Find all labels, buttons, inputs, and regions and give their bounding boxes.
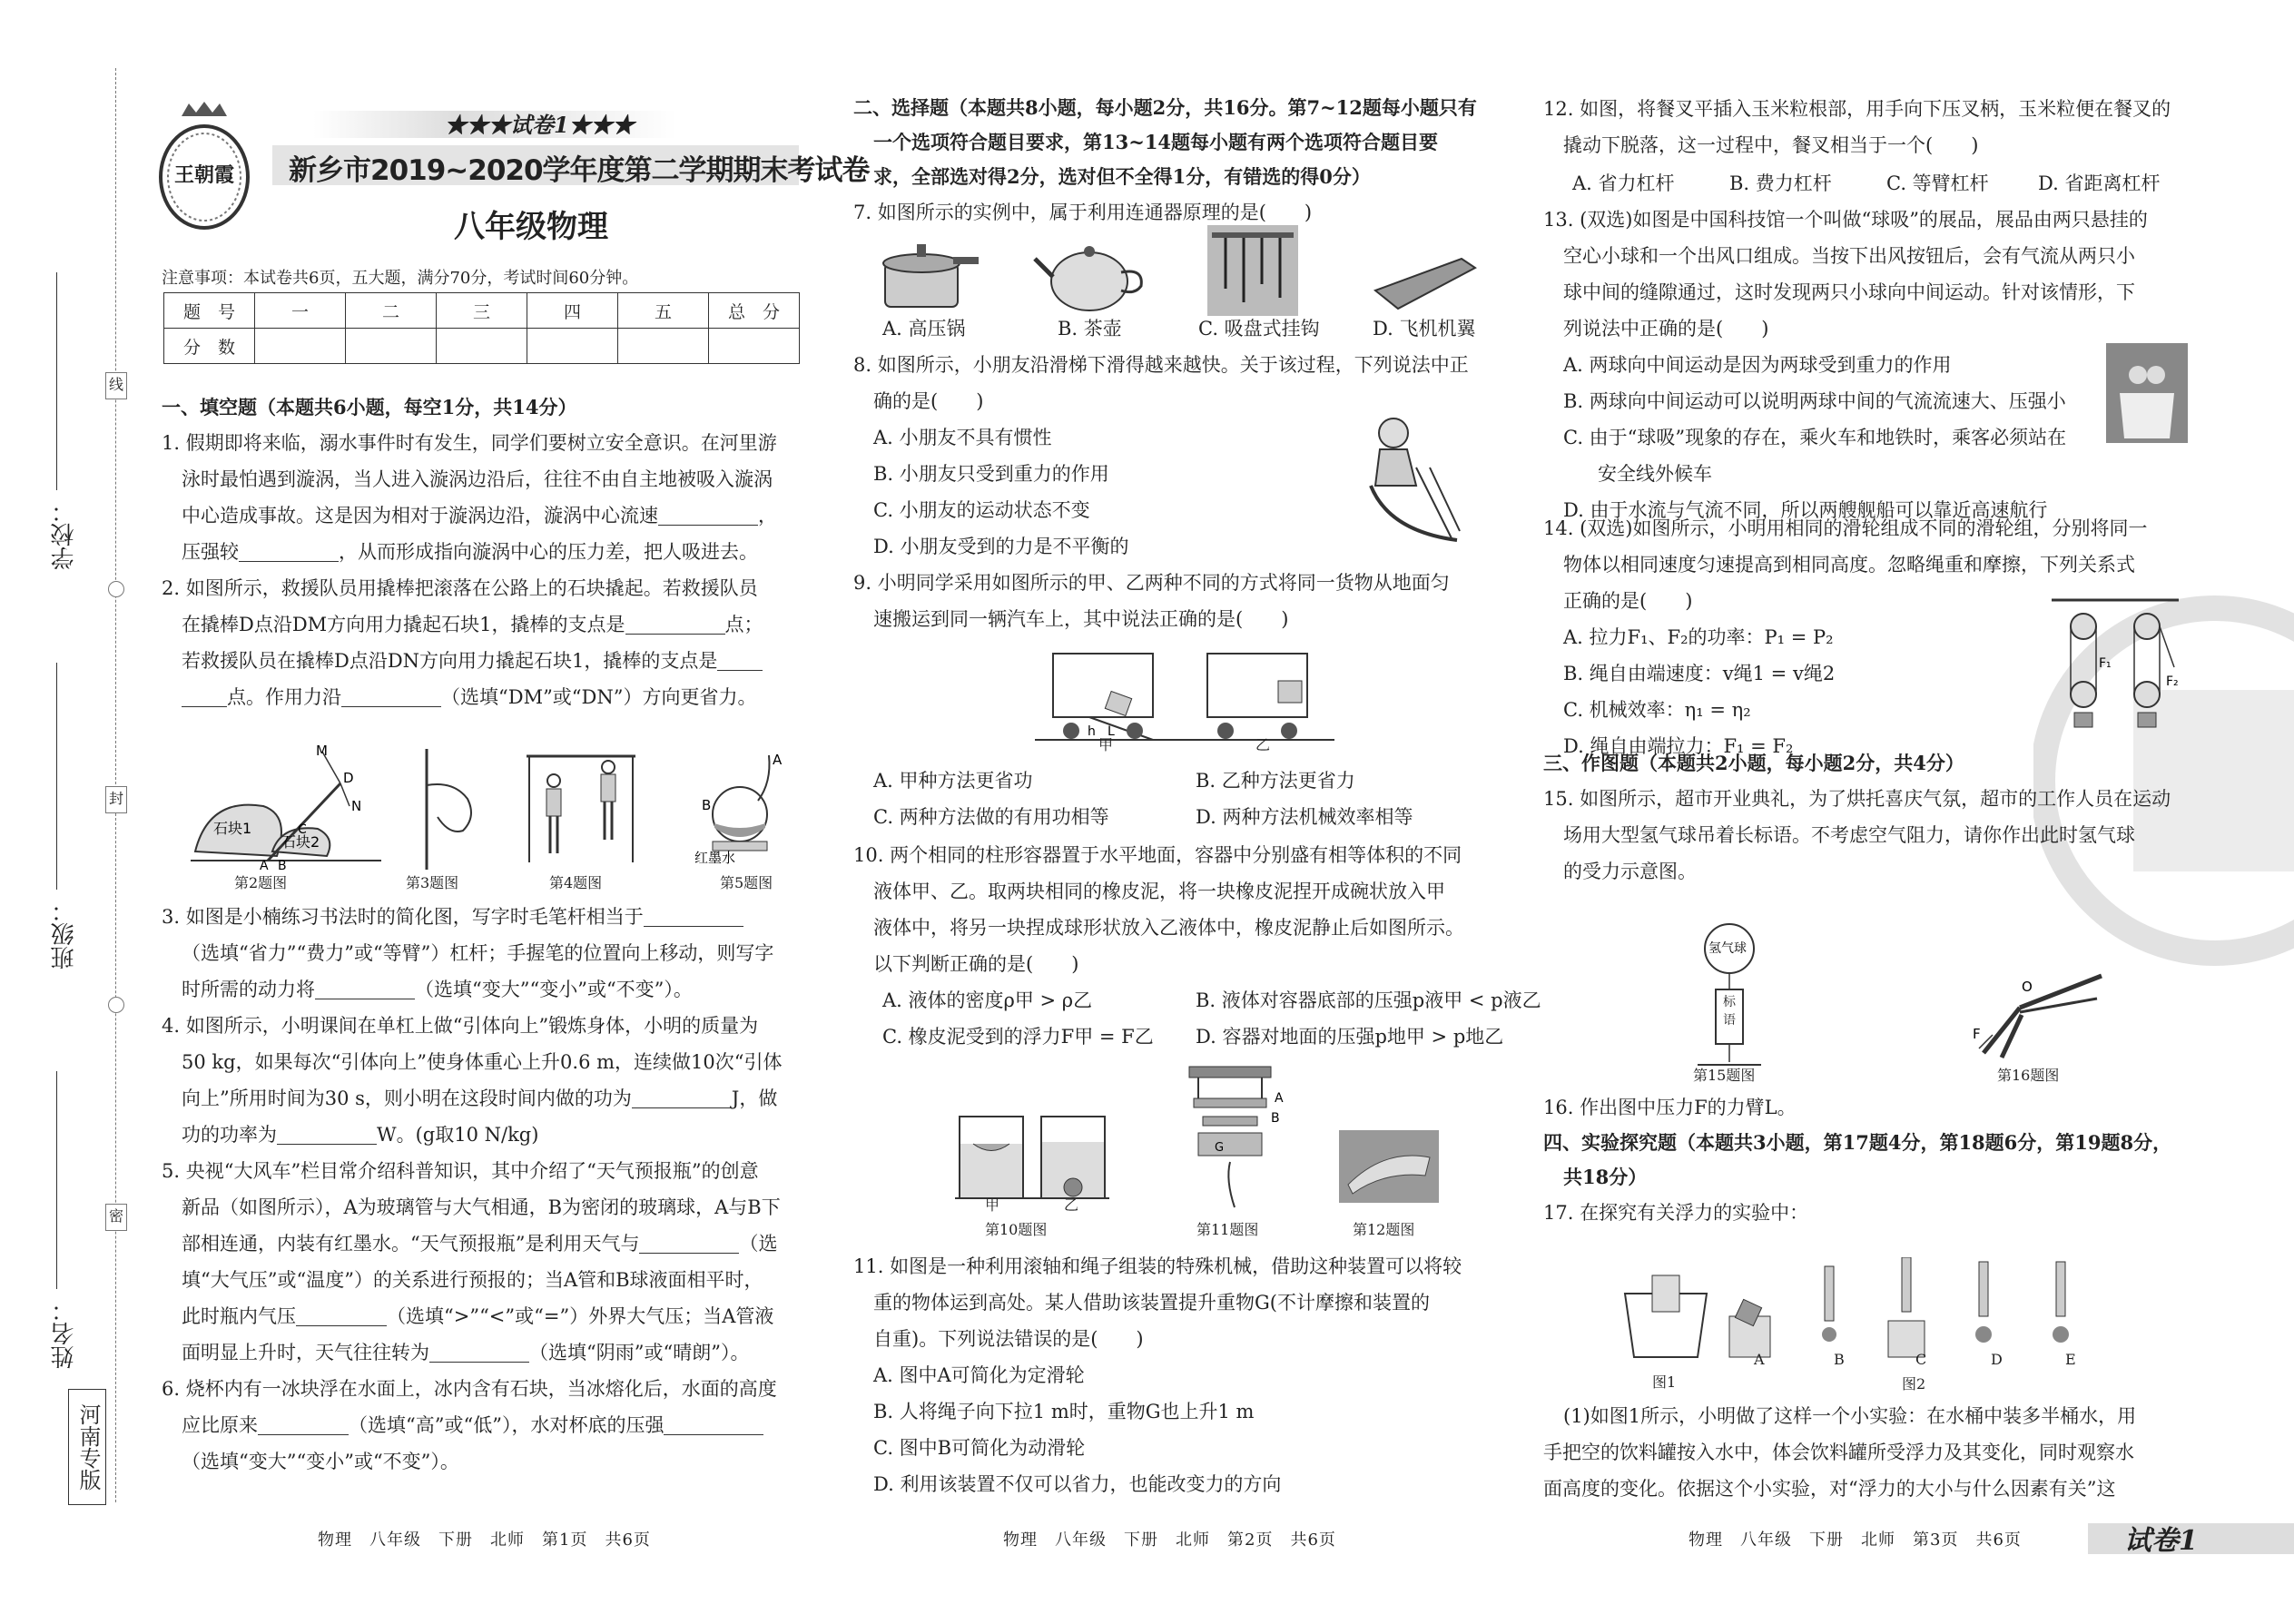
fig17-label: E <box>2065 1351 2076 1368</box>
question-10: 10. 两个相同的柱形容器置于水平地面，容器中分别盛有相等体积的不同 <box>853 844 1462 866</box>
page3-q17-part1 <box>1543 1398 2242 1507</box>
fig2-label: 石块2 <box>281 833 320 851</box>
q4-line: J，做 <box>731 1088 778 1109</box>
q9-option-b[interactable]: B. 乙种方法更省力 <box>1196 770 1355 792</box>
page2-q11 <box>853 1248 1507 1502</box>
q2-line: 若救援队员在撬棒D点沿DN方向用力撬起石块1，撬棒的支点是 <box>182 650 718 672</box>
binding-mark-secret: 密 <box>105 1204 127 1231</box>
score-cell: 四 <box>527 293 618 329</box>
section-2-title: 二、选择题（本题共8小题，每小题2分，共16分。第7~12题每小题只有 <box>853 96 1477 119</box>
fig3-caption: 第3题图 <box>406 874 459 891</box>
binding-hole <box>108 997 124 1013</box>
score-cell: 分 数 <box>164 329 255 364</box>
fig11-caption: 第11题图 <box>1196 1221 1259 1238</box>
teapot-icon <box>1030 231 1148 318</box>
page2-column <box>853 91 1507 231</box>
page3-column <box>1543 91 2242 163</box>
question-13: 列说法中正确的是( ) <box>1563 318 1769 340</box>
page2-q9 <box>853 565 1507 637</box>
q6-line: 6. 烧杯内有一冰块浮在水面上，冰内含有石块，当冰熔化后，水面的高度 <box>162 1378 777 1400</box>
score-cell: 二 <box>346 293 437 329</box>
score-cell: 总 分 <box>709 293 800 329</box>
q9-fig-label: h <box>1088 724 1096 739</box>
fig10-label-b: 乙 <box>1064 1196 1079 1214</box>
score-input-cell[interactable] <box>346 329 437 364</box>
fig17-label: C <box>1915 1351 1927 1368</box>
fig11-label: G <box>1215 1141 1225 1155</box>
q10-option-b[interactable]: B. 液体对容器底部的压强p液甲 < p液乙 <box>1196 989 1541 1011</box>
q9-truck-figure <box>1035 645 1334 749</box>
name-label: 姓名： <box>51 1298 78 1369</box>
fig5-caption: 第5题图 <box>720 874 773 891</box>
q10-option-c[interactable]: C. 橡皮泥受到的浮力F甲 = F乙 <box>882 1026 1154 1048</box>
question-14: 正确的是( ) <box>1563 590 1693 612</box>
question-11: 重的物体运到高处。某人借助该装置提升重物G(不计摩擦和装置的 <box>873 1292 1430 1314</box>
q12-option-d[interactable]: D. 省距离杠杆 <box>2038 172 2161 194</box>
question-15: 的受力示意图。 <box>1563 861 1697 882</box>
q2-blank-1[interactable] <box>625 612 725 635</box>
edition-badge: 河南专版 <box>68 1389 106 1505</box>
q9-option-d[interactable]: D. 两种方法机械效率相等 <box>1196 806 1413 828</box>
question-3 <box>162 899 820 1008</box>
q4-line: 4. 如图所示，小明课间在单杠上做“引体向上”锻炼身体，小明的质量为 <box>162 1015 759 1037</box>
score-input-cell[interactable] <box>437 329 527 364</box>
fig4-caption: 第4题图 <box>549 874 603 891</box>
question-14: 物体以相同速度匀速提高到相同高度。忽略绳重和摩擦，下列关系式 <box>1563 554 2135 576</box>
q13-option-b[interactable]: B. 两球向中间运动可以说明两球中间的气流流速大、压强小 <box>1563 390 2066 412</box>
section-1-title: 一、填空题（本题共6小题，每空1分，共14分） <box>162 396 577 418</box>
fig15-banner-label: 标语 <box>1723 995 1736 1028</box>
q12-option-a[interactable]: A. 省力杠杆 <box>1572 172 1675 194</box>
page3-lower <box>1543 1089 2242 1231</box>
page2-q10 <box>853 837 1507 982</box>
q5-line: 面明显上升时，天气往往转为 <box>182 1342 429 1363</box>
fig12-caption: 第12题图 <box>1353 1221 1415 1238</box>
q5-line: 此时瓶内气压 <box>182 1305 296 1327</box>
q10-option-d[interactable]: D. 容器对地面的压强p地甲 > p地乙 <box>1196 1026 1504 1048</box>
score-input-cell[interactable] <box>709 329 800 364</box>
q5-blank-2[interactable] <box>296 1304 387 1326</box>
q1-line: 中心造成事故。这是因为相对于漩涡边沿，漩涡中心流速 <box>182 505 658 527</box>
q1-line: 1. 假期即将来临，溺水事件时有发生，同学们要树立安全意识。在河里游 <box>162 432 777 454</box>
question-10: 液体中，将另一块捏成球形状放入乙液体中，橡皮泥静止后如图所示。 <box>873 917 1464 939</box>
q14-option-c[interactable]: C. 机械效率：η₁ = η₂ <box>1563 699 1751 721</box>
q12-option-c[interactable]: C. 等臂杠杆 <box>1886 172 1989 194</box>
q2-blank-3[interactable] <box>341 684 441 707</box>
fig2-label: B <box>278 859 287 870</box>
question-7: 7. 如图所示的实例中，属于利用连通器原理的是( ) <box>853 202 1313 223</box>
question-15: 15. 如图所示，超市开业典礼，为了烘托喜庆气氛，超市的工作人员在运动 <box>1543 788 2171 810</box>
fig17-label: 图1 <box>1652 1373 1677 1391</box>
q1-line: ，从而形成指向漩涡中心的压力差，把人吸进去。 <box>339 541 758 563</box>
q1-blank-1[interactable] <box>658 503 758 526</box>
q17-part1-line: (1)如图1所示，小明做了这样一个小实验：在水桶中装多半桶水，用 <box>1563 1405 2137 1427</box>
score-value-row <box>164 329 800 364</box>
page1-column <box>162 390 820 715</box>
paper-tag: 试卷1 <box>2124 1525 2198 1557</box>
q1-line: 压强较 <box>182 541 239 563</box>
q4-blank-1[interactable] <box>632 1086 732 1108</box>
pressure-cooker-icon <box>871 231 980 313</box>
q14-fig-label: F₂ <box>2166 674 2179 689</box>
fig2-label: A <box>260 859 269 870</box>
q6-line: （选填“变大”“变小”或“不变”）。 <box>182 1451 459 1472</box>
q10-option-a[interactable]: A. 液体的密度ρ甲 > ρ乙 <box>882 989 1093 1011</box>
q6-blank-1[interactable] <box>258 1412 349 1435</box>
question-5 <box>162 1153 820 1371</box>
score-input-cell[interactable] <box>527 329 618 364</box>
section-3-title: 三、作图题（本题共2小题，每小题2分，共4分） <box>1543 752 1964 774</box>
q3-line: （选填“省力”“费力”或“等臂”）杠杆；手握笔的位置向上移动，则写字 <box>182 942 774 964</box>
page2-footer: 物理 八年级 下册 北师 第2页 共6页 <box>1003 1530 1336 1550</box>
binding-mark-line: 线 <box>105 372 127 399</box>
q8-option-d[interactable]: D. 小朋友受到的力是不平衡的 <box>873 536 1129 557</box>
q2-line: （选填“DM”或“DN”）方向更省力。 <box>441 686 757 708</box>
q8-option-c[interactable]: C. 小朋友的运动状态不变 <box>873 499 1090 521</box>
q7-option-a[interactable]: A. 高压锅 <box>882 318 966 340</box>
score-cell: 五 <box>618 293 709 329</box>
q2-blank-2b[interactable] <box>182 684 227 707</box>
q5-line: 5. 央视“大风车”栏目常介绍科普知识，其中介绍了“天气预报瓶”的创意 <box>162 1160 759 1182</box>
q6-blank-2[interactable] <box>664 1412 763 1435</box>
question-14: 14. (双选)如图所示，小明用相同的滑轮组成不同的滑轮组，分别将同一 <box>1543 517 2148 539</box>
q11-option-d[interactable]: D. 利用该装置不仅可以省力，也能改变力的方向 <box>873 1473 1282 1495</box>
q11-option-b[interactable]: B. 人将绳子向下拉1 m时，重物G也上升1 m <box>873 1401 1255 1422</box>
fig10-containers <box>955 1107 1109 1207</box>
score-input-cell[interactable] <box>255 329 346 364</box>
question-12: 撬动下脱落，这一过程中，餐叉相当于一个( ) <box>1563 134 1979 156</box>
q13-option-d[interactable]: D. 由于水流与气流不同，所以两艘舰船可以靠近高速航行 <box>1563 499 2048 521</box>
q2-blank-2[interactable] <box>717 648 763 671</box>
school-label: 学校： <box>51 499 78 570</box>
fig17-label: A <box>1754 1351 1765 1368</box>
fig11-label: B <box>1271 1111 1280 1126</box>
section-4-title: 共18分） <box>1563 1166 1648 1188</box>
pulley-systems-figure <box>2052 595 2183 749</box>
fig11-roller-device <box>1180 1062 1289 1212</box>
question-15: 场用大型氢气球吊着长标语。不考虑空气阻力，请你作出此时氢气球 <box>1563 824 2135 846</box>
q3-line: 3. 如图是小楠练习书法时的简化图，写字时毛笔杆相当于 <box>162 906 644 928</box>
binding-mark-seal: 封 <box>105 786 127 813</box>
q2-line: 点； <box>724 614 763 635</box>
q4-line: 向上”所用时间为30 s，则小明在这段时间内做的功为 <box>182 1088 632 1109</box>
q3-line: 时所需的动力将 <box>182 979 315 1000</box>
q3-blank-2[interactable] <box>315 977 415 999</box>
fig10-label-a: 甲 <box>985 1196 1000 1214</box>
q9-option-a[interactable]: A. 甲种方法更省功 <box>873 770 1033 792</box>
page1-footer: 物理 八年级 下册 北师 第1页 共6页 <box>318 1530 651 1550</box>
fig15-label: 氢气球 <box>1708 941 1747 956</box>
fig5-label: B <box>702 797 712 813</box>
q3-line: （选填“变大”“变小”或“不变”）。 <box>415 979 693 1000</box>
section-4-title: 四、实验探究题（本题共3小题，第17题4分，第18题6分，第19题8分， <box>1543 1131 2172 1154</box>
fig5-label: 红墨水 <box>694 850 736 864</box>
score-header-row <box>164 293 800 329</box>
question-12: 12. 如图，将餐叉平插入玉米粒根部，用手向下压叉柄，玉米粒便在餐叉的 <box>1543 98 2171 120</box>
q4-line: 50 kg，如果每次“引体向上”使身体重心上升0.6 m，连续做10次“引体 <box>182 1051 783 1073</box>
question-13: 13. (双选)如图是中国科技馆一个叫做“球吸”的展品，展品由两只悬挂的 <box>1543 209 2148 231</box>
fig2-label: N <box>351 798 362 814</box>
q4-line: 功的功率为 <box>182 1124 277 1146</box>
q5-line: （选 <box>739 1233 778 1255</box>
section-2-title: 求，全部选对得2分，选对但不全得1分，有错选的得0分） <box>873 165 1371 188</box>
page3-sec3 <box>1543 746 2242 890</box>
q3-blank-1[interactable] <box>644 904 743 927</box>
q5-line: （选填“>”“<”或“=”）外界大气压；当A管液 <box>387 1305 774 1327</box>
fig17-label: D <box>1991 1351 2003 1368</box>
q14-fig-label: F₁ <box>2099 656 2112 671</box>
page1-column-lower <box>162 899 820 1480</box>
question-8: 8. 如图所示，小朋友沿滑梯下滑得越来越快。关于该过程，下列说法中正 <box>853 354 1469 376</box>
score-cell: 题 号 <box>164 293 255 329</box>
q14-option-b[interactable]: B. 绳自由端速度：v绳1 = v绳2 <box>1563 663 1836 684</box>
fig5-weather-bottle <box>694 746 803 864</box>
section-2-title: 一个选项符合题目要求，第13~14题每小题有两个选项符合题目要 <box>873 131 1439 153</box>
exam-title: 新乡市2019~2020学年度第二学期期末考试卷 <box>289 154 870 187</box>
question-8: 确的是( ) <box>873 390 984 412</box>
notice-text: 注意事项：本试卷共6页，五大题，满分70分，考试时间60分钟。 <box>162 269 639 288</box>
q8-option-b[interactable]: B. 小朋友只受到重力的作用 <box>873 463 1109 485</box>
q7-option-c[interactable]: C. 吸盘式挂钩 <box>1198 318 1320 340</box>
question-13: 空心小球和一个出风口组成。当按下出风按钮后，会有气流从两只小 <box>1563 245 2135 267</box>
fig17-label: B <box>1834 1351 1845 1368</box>
fig2-caption: 第2题图 <box>234 874 288 891</box>
q5-blank-3[interactable] <box>429 1340 529 1363</box>
q17-part1-line: 面高度的变化。依据这个小实验，对“浮力的大小与什么因素有关”这 <box>1543 1478 2116 1500</box>
q9-fig-label-b: 乙 <box>1255 736 1271 753</box>
q9-option-c[interactable]: C. 两种方法做的有用功相等 <box>873 806 1109 828</box>
paper-number: ★★★试卷1★★★ <box>445 112 635 138</box>
q4-blank-2[interactable] <box>277 1122 377 1145</box>
q13-option-a[interactable]: A. 两球向中间运动是因为两球受到重力的作用 <box>1563 354 1952 376</box>
question-11: 11. 如图是一种利用滚轴和绳子组装的特殊机械，借助这种装置可以将较 <box>853 1255 1462 1277</box>
exam-subject: 八年级物理 <box>454 209 608 245</box>
q2-line: 点。作用力沿 <box>227 686 341 708</box>
question-9: 速搬运到同一辆汽车上，其中说法正确的是( ) <box>873 608 1289 630</box>
fig15-caption: 第15题图 <box>1693 1067 1756 1084</box>
page3-footer: 物理 八年级 下册 北师 第3页 共6页 <box>1689 1530 2022 1550</box>
q1-line: 泳时最怕遇到漩涡，当人进入漩涡边沿后，往往不由自主地被吸入漩涡 <box>182 468 773 490</box>
fig16-pruning-shears <box>1965 962 2111 1062</box>
fig11-label: A <box>1275 1091 1284 1106</box>
q9-fig-label-a: 甲 <box>1098 736 1114 753</box>
question-2 <box>162 570 820 715</box>
q14-option-d[interactable]: D. 绳自由端拉力：F₁ = F₂ <box>1563 735 1794 757</box>
fig5-label: A <box>773 752 783 768</box>
score-table <box>163 292 800 364</box>
q13-option-c[interactable]: C. 由于“球吸”现象的存在，乘火车和地铁时，乘客必须站在 <box>1563 427 2067 448</box>
suction-hook-icon <box>1207 225 1298 316</box>
question-16: 16. 作出图中压力F的力臂L。 <box>1543 1097 1797 1118</box>
fig16-label: O <box>2022 979 2033 995</box>
fig2-label: M <box>316 743 328 759</box>
school-field[interactable] <box>47 272 84 572</box>
q12-option-b[interactable]: B. 费力杠杆 <box>1729 172 1832 194</box>
fig3-brush-hand <box>399 744 490 871</box>
q5-line: 新品（如图所示），A为玻璃管与大气相通，B为密闭的玻璃球，A与B下 <box>182 1196 781 1218</box>
q11-option-a[interactable]: A. 图中A可简化为定滑轮 <box>873 1364 1085 1386</box>
ball-suction-photo <box>2106 343 2188 443</box>
score-input-cell[interactable] <box>618 329 709 364</box>
fig17-buoyancy-experiments <box>1620 1257 2129 1366</box>
name-field[interactable] <box>47 1071 84 1371</box>
fig2-label: C <box>298 822 307 837</box>
q13-option-c-cont: 安全线外候车 <box>1598 463 1712 485</box>
score-cell: 三 <box>437 293 527 329</box>
logo-text: 王朝霞 <box>173 163 234 187</box>
question-1: 1. 假期即将来临，溺水事件时有发生，同学们要树立安全意识。在河里游 泳时最怕遇到漩涡，当人进入漩涡边沿后，往往不由自主地被吸入漩涡 中心造成事故。这是因为相对于漩涡边沿，漩涡中心流速 ， 压强较 ，从而形成指向漩涡中心的压力差，把人吸进去。 <box>162 425 820 570</box>
binding-dashed-line <box>115 68 116 1502</box>
class-field[interactable] <box>47 663 84 971</box>
fig2-label: 石块1 <box>213 820 252 837</box>
q7-option-b[interactable]: B. 茶壶 <box>1058 318 1122 340</box>
q11-option-c[interactable]: C. 图中B可简化为动滑轮 <box>873 1437 1086 1459</box>
fig2-label: D <box>343 770 354 786</box>
q1-blank-2[interactable] <box>239 539 339 562</box>
q4-line: W。(g取10 N/kg) <box>377 1124 539 1146</box>
slide-child-figure <box>1353 413 1462 549</box>
fig2-lever-rocks <box>191 743 381 870</box>
brand-logo <box>154 100 254 231</box>
fig16-label: F <box>1973 1026 1981 1042</box>
q2-line: 在撬棒D点沿DM方向用力撬起石块1，撬棒的支点是 <box>182 614 625 635</box>
question-9: 9. 小明同学采用如图所示的甲、乙两种不同的方式将同一货物从地面匀 <box>853 572 1450 594</box>
q6-line: （选填“高”或“低”），水对杯底的压强 <box>349 1414 665 1436</box>
question-10: 以下判断正确的是( ) <box>873 953 1079 975</box>
question-4 <box>162 1008 820 1153</box>
fig12-corn-fork-photo <box>1339 1130 1439 1203</box>
q9-fig-label: L <box>1108 724 1115 739</box>
q7-option-d[interactable]: D. 飞机机翼 <box>1373 318 1476 340</box>
fig10-caption: 第10题图 <box>985 1221 1048 1238</box>
airplane-wing-icon <box>1371 254 1480 313</box>
question-6 <box>162 1371 820 1480</box>
class-label: 班级： <box>51 899 78 969</box>
fig16-caption: 第16题图 <box>1997 1067 2060 1084</box>
q14-option-a[interactable]: A. 拉力F₁、F₂的功率：P₁ = P₂ <box>1563 626 1834 648</box>
score-cell: 一 <box>255 293 346 329</box>
question-10: 液体甲、乙。取两块相同的橡皮泥，将一块橡皮泥捏开成碗状放入甲 <box>873 881 1445 902</box>
q5-blank-1[interactable] <box>639 1231 739 1254</box>
q5-line: 填“大气压”或“温度”）的关系进行预报的；当A管和B球液面相平时， <box>182 1269 763 1291</box>
q8-option-a[interactable]: A. 小朋友不具有惯性 <box>873 427 1052 448</box>
question-13: 球中间的缝隙通过，这时发现两只小球向中间运动。针对该情形，下 <box>1563 281 2135 303</box>
q17-part1-line: 手把空的饮料罐按入水中，体会饮料罐所受浮力及其变化，同时观察水 <box>1543 1442 2134 1463</box>
q6-line: 应比原来 <box>182 1414 258 1436</box>
fig17-label: 图2 <box>1902 1375 1926 1393</box>
question-11: 自重)。下列说法错误的是( ) <box>873 1328 1144 1350</box>
q5-line: （选填“阴雨”或“晴朗”）。 <box>529 1342 750 1363</box>
q5-line: 部相连通，内装有红墨水。“天气预报瓶”是利用天气与 <box>182 1233 640 1255</box>
binding-hole <box>108 581 124 597</box>
fig4-pull-up <box>522 749 640 867</box>
q2-line: 2. 如图所示，救援队员用撬棒把滚落在公路上的石块撬起。若救援队员 <box>162 577 758 599</box>
question-17: 17. 在探究有关浮力的实验中： <box>1543 1202 1809 1224</box>
